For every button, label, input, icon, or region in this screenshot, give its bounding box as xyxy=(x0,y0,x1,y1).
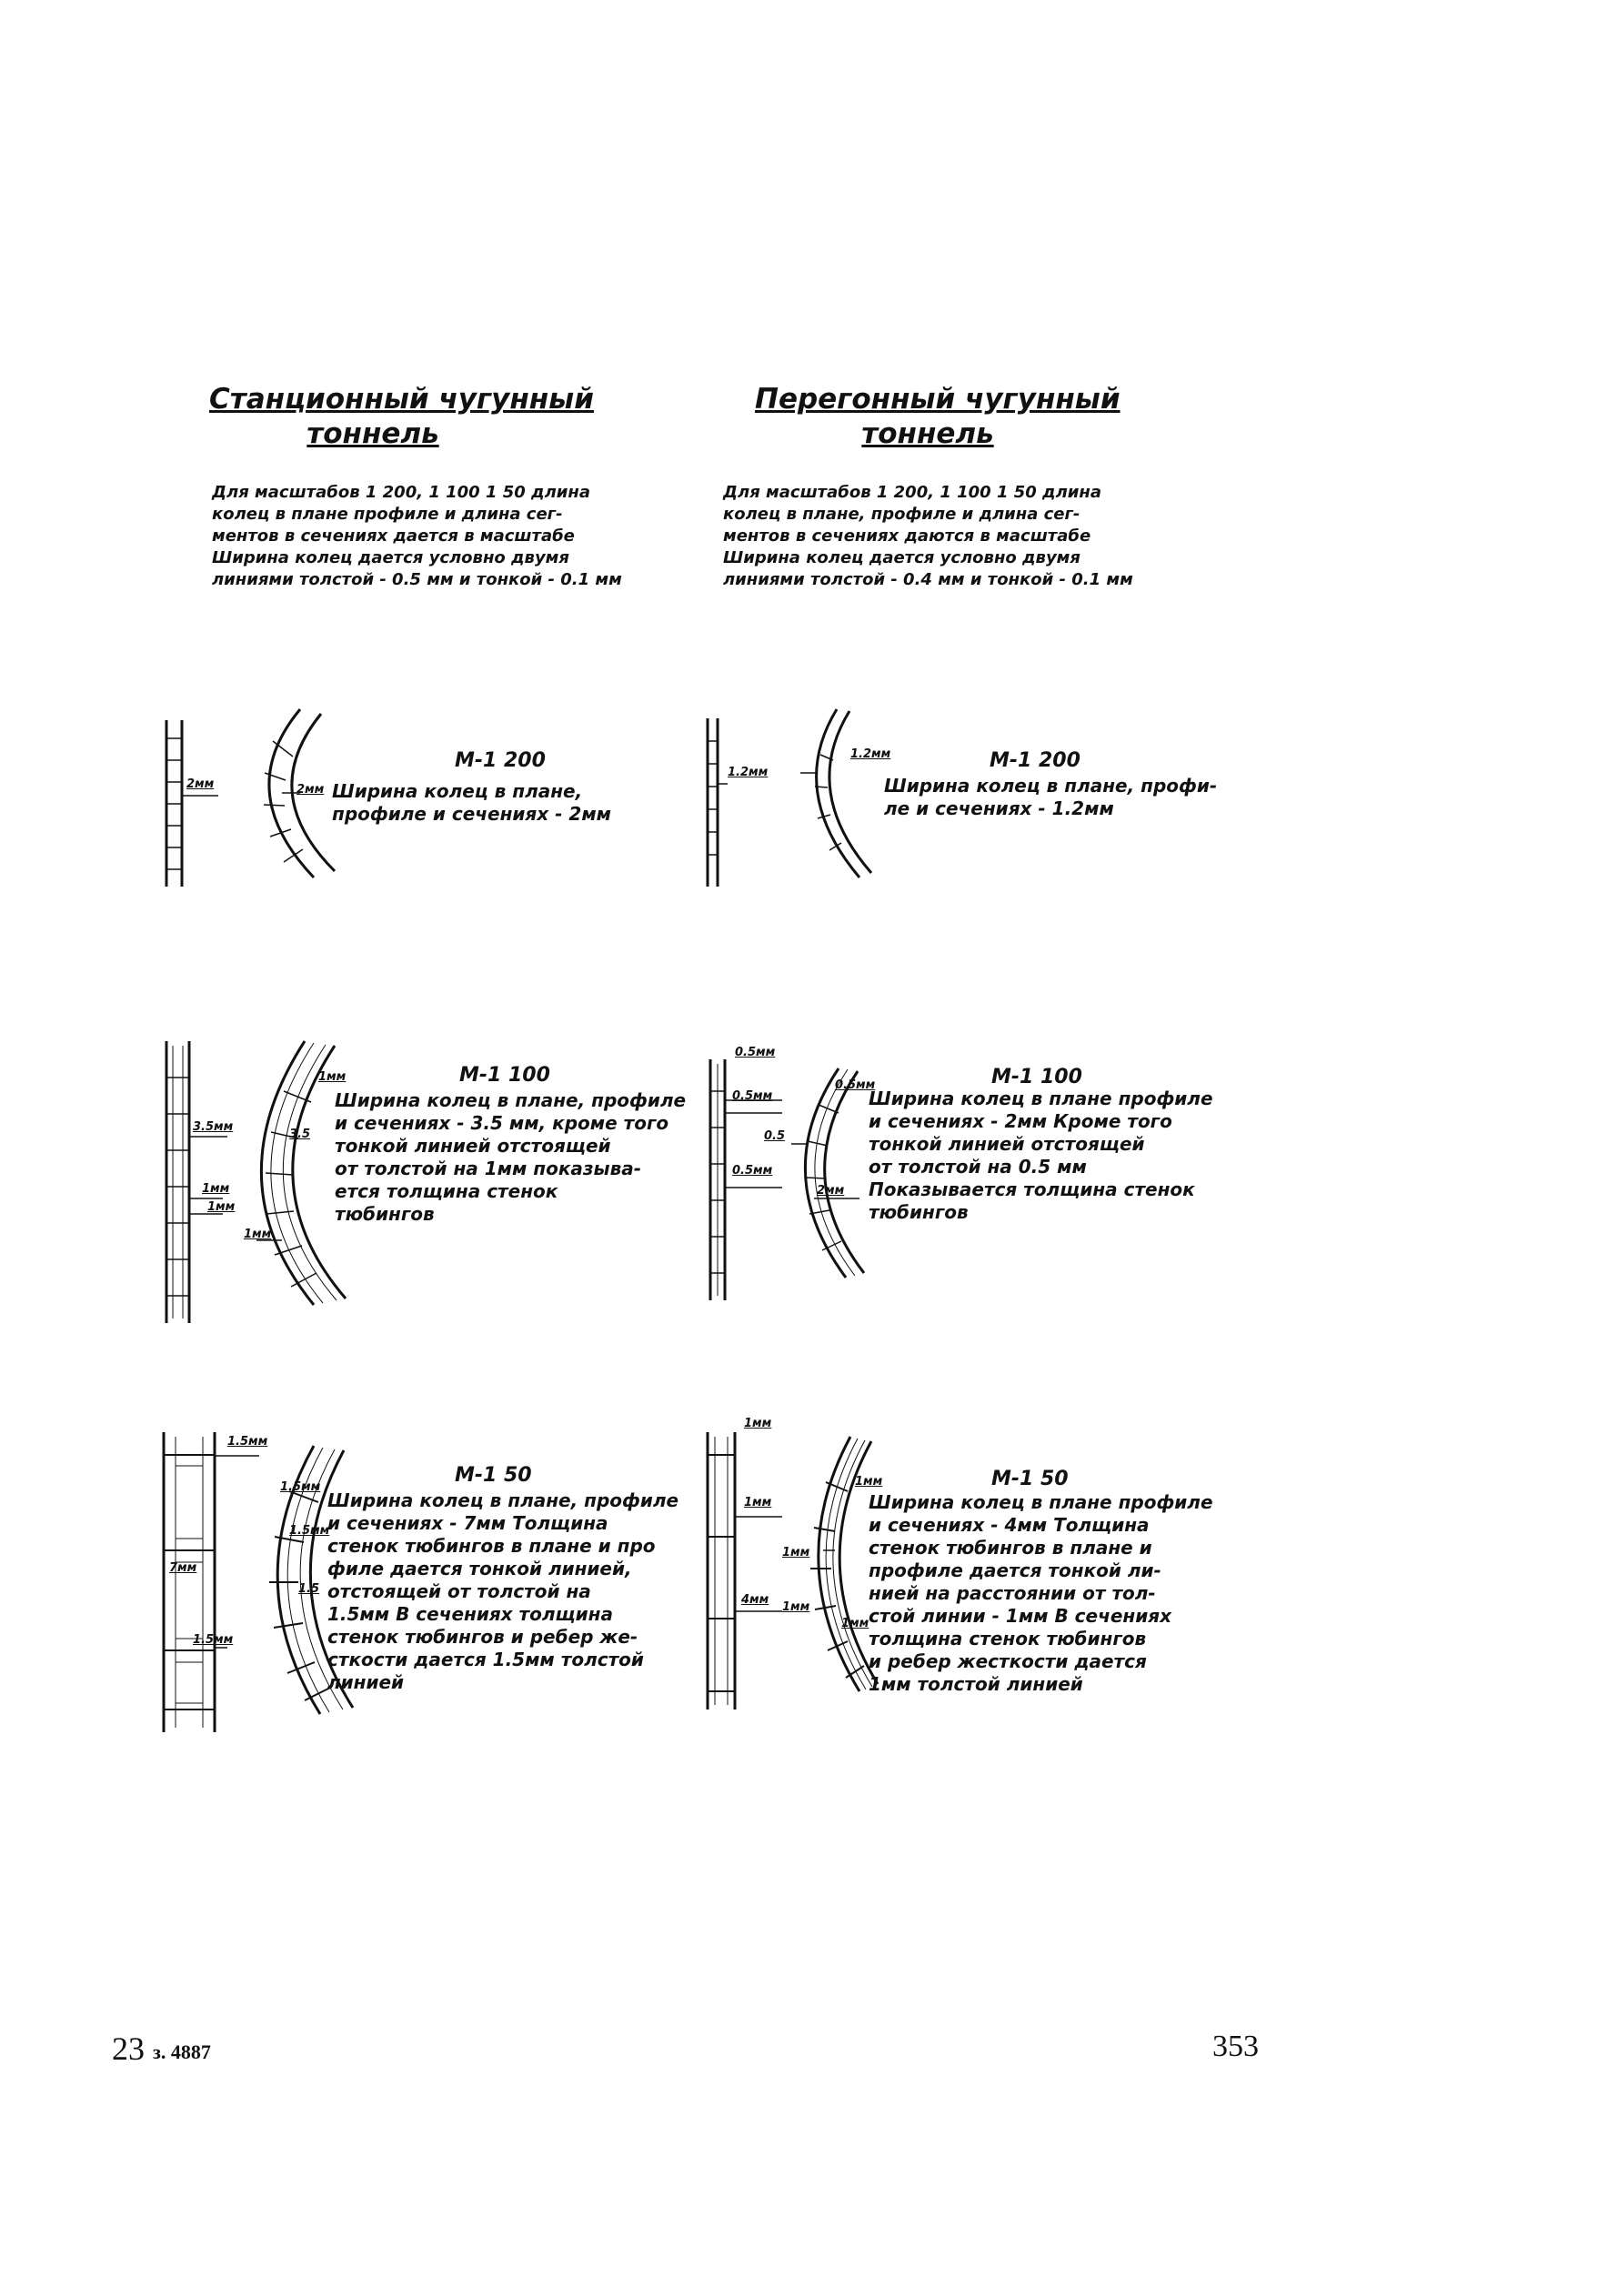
dimension-label: 3.5 xyxy=(289,1128,311,1141)
station-m100-desc-line: от толстой на 1мм показыва- xyxy=(335,1158,642,1179)
haul-m50-description xyxy=(869,1491,1213,1696)
station-intro-line: линиями толстой - 0.5 мм и тонкой - 0.1 мм xyxy=(212,570,622,589)
station-intro-line: ментов в сечениях дается в масштабе xyxy=(212,526,575,546)
dimension-label: 0.5мм xyxy=(732,1164,773,1178)
station-m50-plan xyxy=(164,1432,259,1732)
station-m50-desc-line: Ширина колец в плане, профиле xyxy=(327,1489,679,1511)
station-m50-description xyxy=(327,1489,678,1694)
station-m200-desc-line: профиле и сечениях - 2мм xyxy=(332,803,612,825)
dimension-label: 0.5мм xyxy=(735,1046,776,1059)
haul-intro-line: Для масштабов 1 200, 1 100 1 50 длина xyxy=(723,483,1101,502)
dimension-label: 1.5 xyxy=(298,1582,320,1596)
haul-m50-desc-line: Ширина колец в плане профиле xyxy=(869,1491,1213,1513)
dimension-label: 4мм xyxy=(741,1593,769,1607)
station-m50-desc-line: 1.5мм В сечениях толщина xyxy=(327,1603,613,1625)
haul-m100-scale: М-1 100 xyxy=(991,1066,1082,1088)
dimension-label: 1мм xyxy=(782,1546,810,1559)
haul-m100-desc-line: Ширина колец в плане профиле xyxy=(869,1088,1213,1109)
dimension-label: 1.5мм xyxy=(227,1435,268,1449)
haul-m100-section xyxy=(791,1068,864,1278)
station-title-line-2: тоннель xyxy=(307,417,439,450)
haul-m200-description xyxy=(884,775,1217,820)
haul-m50-plan xyxy=(708,1432,782,1709)
order-number: з. 4887 xyxy=(153,2040,211,2063)
haul-intro xyxy=(723,482,1133,591)
station-m200-plan xyxy=(166,720,218,887)
dimension-label: 1мм xyxy=(318,1070,347,1084)
haul-title-line-2: тоннель xyxy=(861,417,994,450)
dimension-label: 1мм xyxy=(744,1417,772,1430)
dimension-label: 1мм xyxy=(782,1600,810,1614)
page-number: 353 xyxy=(1212,2030,1259,2063)
station-m50-desc-line: сткости дается 1.5мм толстой xyxy=(327,1649,644,1670)
haul-column-title xyxy=(755,382,1121,451)
station-intro-line: Для масштабов 1 200, 1 100 1 50 длина xyxy=(212,483,590,502)
haul-m50-desc-line: нией на расстоянии от тол- xyxy=(869,1582,1156,1604)
haul-intro-line: линиями толстой - 0.4 мм и тонкой - 0.1 мм xyxy=(723,570,1133,589)
haul-m100-description xyxy=(869,1088,1213,1224)
station-intro xyxy=(212,482,622,591)
dimension-label: 1мм xyxy=(744,1496,772,1509)
dimension-label: 2мм xyxy=(296,783,325,797)
station-m100-desc-line: тонкой линией отстоящей xyxy=(335,1135,611,1157)
dimension-label: 1мм xyxy=(202,1182,230,1196)
station-m200-description xyxy=(332,780,611,826)
station-title-line-1: Станционный чугунный xyxy=(209,383,594,416)
haul-m100-desc-line: Показывается толщина стенок xyxy=(869,1178,1195,1200)
station-m50-desc-line: и сечениях - 7мм Толщина xyxy=(327,1512,608,1534)
station-m100-scale: М-1 100 xyxy=(459,1064,550,1087)
sheet-number: 23 xyxy=(112,2030,145,2067)
station-m50-desc-line: стенок тюбингов и ребер же- xyxy=(327,1626,638,1648)
station-m100-desc-line: тюбингов xyxy=(335,1203,435,1225)
dimension-label: 2мм xyxy=(186,777,215,791)
dimension-label: 1.5мм xyxy=(280,1480,321,1494)
station-m100-desc-line: ется толщина стенок xyxy=(335,1180,558,1202)
dimension-label: 7мм xyxy=(169,1561,197,1575)
dimension-label: 1.2мм xyxy=(728,766,769,779)
haul-m100-desc-line: тюбингов xyxy=(869,1201,969,1223)
dimension-label: 1.2мм xyxy=(850,747,891,761)
dimension-label: 1мм xyxy=(841,1617,869,1630)
station-m100-description xyxy=(335,1089,686,1226)
haul-m50-scale: М-1 50 xyxy=(991,1468,1069,1490)
dimension-label: 0.5мм xyxy=(732,1089,773,1103)
dimension-label: 1мм xyxy=(244,1228,272,1241)
station-m50-desc-line: филе дается тонкой линией, xyxy=(327,1558,632,1579)
haul-m100-desc-line: тонкой линией отстоящей xyxy=(869,1133,1145,1155)
haul-intro-line: Ширина колец дается условно двумя xyxy=(723,548,1080,567)
haul-m100-desc-line: и сечениях - 2мм Кроме того xyxy=(869,1110,1172,1132)
dimension-label: 1.5мм xyxy=(289,1524,330,1538)
dimension-label: 2мм xyxy=(817,1184,845,1198)
station-m200-desc-line: Ширина колец в плане, xyxy=(332,780,583,802)
dimension-label: 1.5мм xyxy=(193,1633,234,1647)
station-m200-scale: М-1 200 xyxy=(455,749,546,772)
haul-intro-line: ментов в сечениях даются в масштабе xyxy=(723,526,1091,546)
haul-m200-desc-line: ле и сечениях - 1.2мм xyxy=(884,797,1114,819)
station-m100-desc-line: и сечениях - 3.5 мм, кроме того xyxy=(335,1112,669,1134)
station-column-title xyxy=(209,382,594,451)
haul-m50-desc-line: стой линии - 1мм В сечениях xyxy=(869,1605,1171,1627)
haul-title-line-1: Перегонный чугунный xyxy=(755,383,1121,416)
haul-m50-desc-line: и ребер жесткости дается xyxy=(869,1650,1147,1672)
station-m50-desc-line: отстоящей от толстой на xyxy=(327,1580,591,1602)
station-m50-desc-line: стенок тюбингов в плане и про xyxy=(327,1535,656,1557)
haul-m50-desc-line: профиле дается тонкой ли- xyxy=(869,1559,1161,1581)
station-m100-desc-line: Ширина колец в плане, профиле xyxy=(335,1089,687,1111)
dimension-label: 0.5 xyxy=(764,1129,786,1143)
haul-m50-desc-line: 1мм толстой линией xyxy=(869,1673,1083,1695)
haul-m200-desc-line: Ширина колец в плане, профи- xyxy=(884,775,1218,797)
haul-m50-desc-line: стенок тюбингов в плане и xyxy=(869,1537,1152,1559)
station-m50-scale: М-1 50 xyxy=(455,1464,532,1487)
station-intro-line: Ширина колец дается условно двумя xyxy=(212,548,569,567)
haul-m200-scale: М-1 200 xyxy=(990,749,1080,772)
dimension-label: 0.5мм xyxy=(835,1078,876,1092)
haul-intro-line: колец в плане, профиле и длина сег- xyxy=(723,505,1080,524)
haul-m200-section xyxy=(800,709,871,877)
haul-m100-desc-line: от толстой на 0.5 мм xyxy=(869,1156,1087,1178)
station-intro-line: колец в плане профиле и длина сег- xyxy=(212,505,563,524)
dimension-label: 1мм xyxy=(855,1475,883,1489)
haul-m200-plan xyxy=(708,718,728,887)
station-m50-desc-line: линией xyxy=(327,1671,405,1693)
dimension-label: 1мм xyxy=(207,1200,236,1214)
haul-m50-desc-line: толщина стенок тюбингов xyxy=(869,1628,1147,1649)
dimension-label: 3.5мм xyxy=(193,1120,234,1134)
haul-m50-desc-line: и сечениях - 4мм Толщина xyxy=(869,1514,1150,1536)
